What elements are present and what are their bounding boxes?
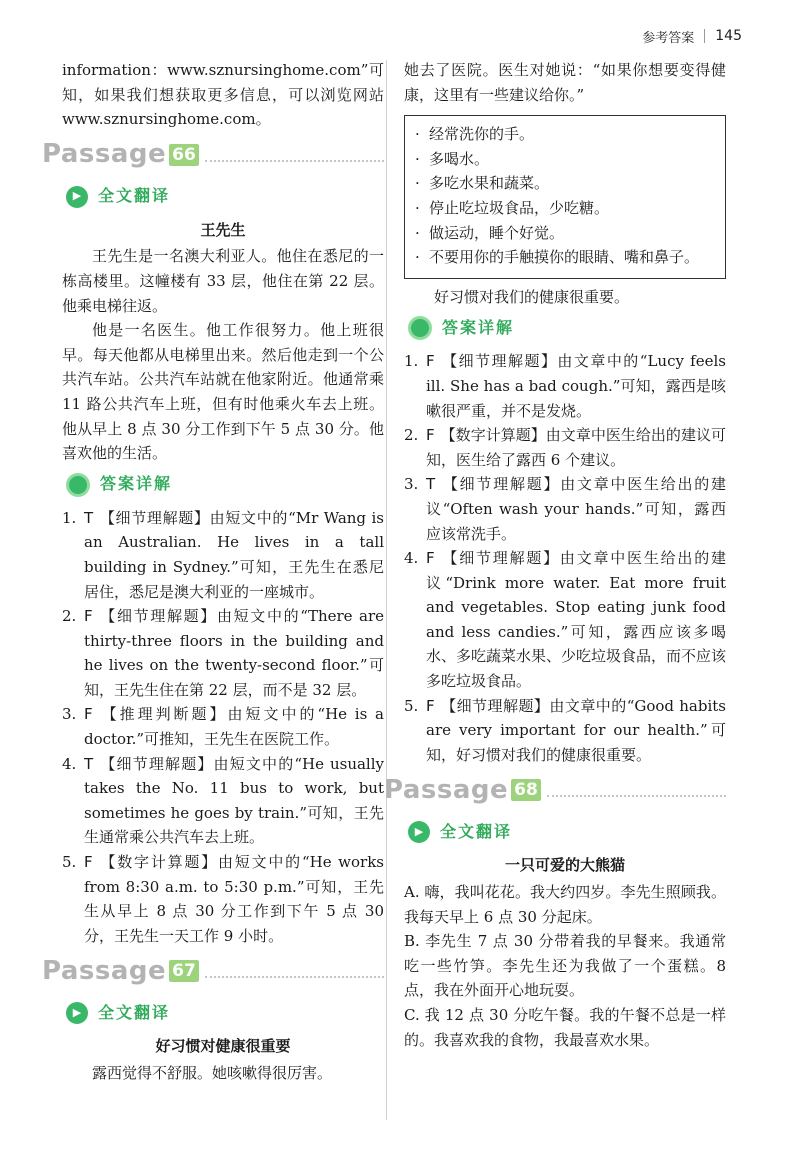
list-item: · 多吃水果和蔬菜。: [415, 171, 715, 196]
passage-number: 68: [511, 779, 541, 801]
answers-label: 答案详解: [442, 318, 515, 338]
answer-item: [404, 423, 726, 472]
advice-text: 做运动，睡个好觉。: [429, 223, 565, 242]
dotted-rule: [205, 964, 384, 978]
translation-label: 全文翻译: [98, 1003, 171, 1023]
translation-heading: [408, 817, 726, 847]
answer-number: 5.: [62, 853, 77, 872]
answer-number: 2.: [62, 607, 77, 626]
answer-text: 【细节理解题】由文章中的“Good habits are very important for our health.”可知，好习惯对我们的健康很重要。: [426, 696, 726, 764]
answer-item: [62, 604, 384, 702]
passage-word: Passage: [384, 775, 509, 806]
column-divider: [386, 60, 387, 1120]
answer-item: [62, 702, 384, 751]
answers-label: 答案详解: [100, 474, 173, 494]
left-column: [42, 58, 384, 1086]
answer-number: 4.: [62, 754, 77, 773]
answer-text: 【细节理解题】由文章中医生给出的建议“Drink more water. Eat more fruit and vegetables. Stop eating junk food and less candies.”可知，露西应该多喝水、多吃蔬菜水果、少吃垃圾食品，而不应该多吃垃圾食品。: [426, 549, 727, 691]
answer-mark: F: [84, 607, 93, 626]
translation-label: 全文翻译: [440, 822, 513, 842]
answer-mark: F: [426, 426, 435, 445]
swirl-icon: [408, 316, 432, 340]
right-column: [384, 58, 727, 1052]
paragraph: 她去了医院。医生对她说：“如果你想要变得健康，这里有一些建议给你。”: [404, 61, 726, 104]
advice-text: 经常洗你的手。: [429, 125, 535, 144]
passage-word: Passage: [42, 956, 167, 987]
answer-mark: T: [84, 508, 94, 527]
advice-text: 不要用你的手触摸你的眼睛、嘴和鼻子。: [429, 248, 700, 267]
passage-number: 66: [169, 144, 199, 166]
paragraph: 王先生是一名澳大利亚人。他住在悉尼的一栋高楼里。这幢楼有 33 层，他住在第 22 层。他乘电梯往返。: [62, 247, 384, 315]
answer-item: [404, 349, 726, 423]
paragraph: 好习惯对我们的健康很重要。: [434, 287, 630, 306]
advice-box: [404, 115, 726, 279]
translation-heading: [66, 182, 384, 212]
list-item: · 经常洗你的手。: [415, 122, 715, 147]
passage-68-heading: [384, 771, 726, 809]
play-icon: ▶: [408, 821, 430, 843]
answer-text: 【推理判断题】由短文中的“He is a doctor.”可推知，王先生在医院工作。: [84, 705, 384, 749]
answer-item: [404, 472, 726, 546]
article-title: 好习惯对健康很重要: [155, 1037, 291, 1056]
section-title: 参考答案: [642, 30, 695, 46]
answer-mark: T: [426, 475, 436, 494]
list-item: · 停止吃垃圾食品，少吃糖。: [415, 196, 715, 221]
answer-mark: F: [426, 549, 435, 568]
answer-mark: F: [426, 696, 435, 715]
answer-number: 1.: [404, 352, 419, 371]
dotted-rule: [205, 148, 384, 162]
translation-heading: [66, 998, 384, 1028]
answer-item: [404, 694, 726, 768]
intro-paragraph: information：www.sznursinghome.com”可知，如果我们想获取更多信息，可以浏览网站 www.sznursinghome.com。: [62, 61, 384, 129]
dotted-rule: [547, 783, 726, 797]
answer-item: [62, 752, 384, 850]
answers-heading: [66, 470, 384, 500]
passage-word: Passage: [42, 139, 167, 170]
page-number: 145: [715, 28, 742, 44]
answer-item: [62, 850, 384, 948]
answer-text: 【数字计算题】由文章中医生给出的建议可知，医生给了露西 6 个建议。: [426, 426, 726, 469]
advice-text: 多吃水果和蔬菜。: [429, 174, 550, 193]
paragraph: B. 李先生 7 点 30 分带着我的早餐来。我通常吃一些竹笋。李先生还为我做了一个蛋糕。8 点，我在外面开心地玩耍。: [404, 932, 726, 1000]
answer-mark: F: [84, 853, 93, 872]
play-icon: ▶: [66, 186, 88, 208]
answer-text: 【细节理解题】由文章中的“Lucy feels ill. She has a bad cough.”可知，露西是咳嗽很严重，并不是发烧。: [426, 352, 726, 420]
answer-number: 3.: [62, 705, 77, 724]
list-item: · 做运动，睡个好觉。: [415, 221, 715, 246]
advice-text: 停止吃垃圾食品，少吃糖。: [429, 198, 610, 217]
answer-text: 【细节理解题】由短文中的“Mr Wang is an Australian. He lives in a tall building in Sydney.”可知，王先生在悉尼居住，悉尼是澳大利亚的一座城市。: [84, 508, 384, 601]
answer-text: 【细节理解题】由短文中的“There are thirty-three floors in the building and he lives on the twenty-second floor.”可知，王先生住在第 22 层，而不是 32 层。: [84, 607, 384, 699]
translation-label: 全文翻译: [98, 186, 171, 206]
answer-text: 【细节理解题】由短文中的“He usually takes the No. 11 bus to work, but sometimes he goes by train.”可知，王先生通常乘公共汽车去上班。: [84, 754, 384, 847]
play-icon: ▶: [66, 1002, 88, 1024]
page-header: [642, 26, 742, 46]
advice-text: 多喝水。: [429, 149, 490, 168]
answer-item: [62, 506, 384, 604]
answer-number: 1.: [62, 508, 77, 527]
answer-number: 5.: [404, 696, 419, 715]
article-title: 一只可爱的大熊猫: [504, 856, 625, 875]
answer-text: 【细节理解题】由文章中医生给出的建议“Often wash your hands.”可知，露西应该常洗手。: [426, 475, 726, 543]
answer-mark: T: [84, 754, 94, 773]
swirl-icon: [66, 473, 90, 497]
answer-number: 2.: [404, 426, 419, 445]
answer-mark: F: [426, 352, 435, 371]
passage-number: 67: [169, 960, 199, 982]
list-item: · 不要用你的手触摸你的眼睛、嘴和鼻子。: [415, 245, 715, 270]
answer-number: 3.: [404, 475, 419, 494]
answer-mark: F: [84, 705, 93, 724]
article-title: 王先生: [200, 220, 246, 239]
header-divider: [704, 29, 705, 43]
answer-text: 【数字计算题】由短文中的“He works from 8:30 a.m. to 5:30 p.m.”可知，王先生从早上 8 点 30 分工作到下午 5 点 30 分，王先生一天工作 9 小时。: [84, 853, 384, 945]
passage-67-heading: [42, 952, 384, 990]
list-item: · 多喝水。: [415, 147, 715, 172]
answer-item: [404, 546, 726, 694]
paragraph: C. 我 12 点 30 分吃午餐。我的午餐不总是一样的。我喜欢我的食物，我最喜欢水果。: [404, 1006, 726, 1049]
passage-66-heading: [42, 136, 384, 174]
answer-number: 4.: [404, 549, 419, 568]
answers-heading: [408, 313, 726, 343]
paragraph: 露西觉得不舒服。她咳嗽得很厉害。: [92, 1064, 333, 1082]
paragraph: A. 嗨，我叫花花。我大约四岁。李先生照顾我。我每天早上 6 点 30 分起床。: [404, 883, 726, 926]
paragraph: 他是一名医生。他工作很努力。他上班很早。每天他都从电梯里出来。然后他走到一个公共汽车站。公共汽车站就在他家附近。他通常乘 11 路公共汽车上班，但有时他乘火车去上班。他从早上 8 点 30 分工作到下午 5 点 30 分。他喜欢他的生活。: [62, 321, 384, 463]
